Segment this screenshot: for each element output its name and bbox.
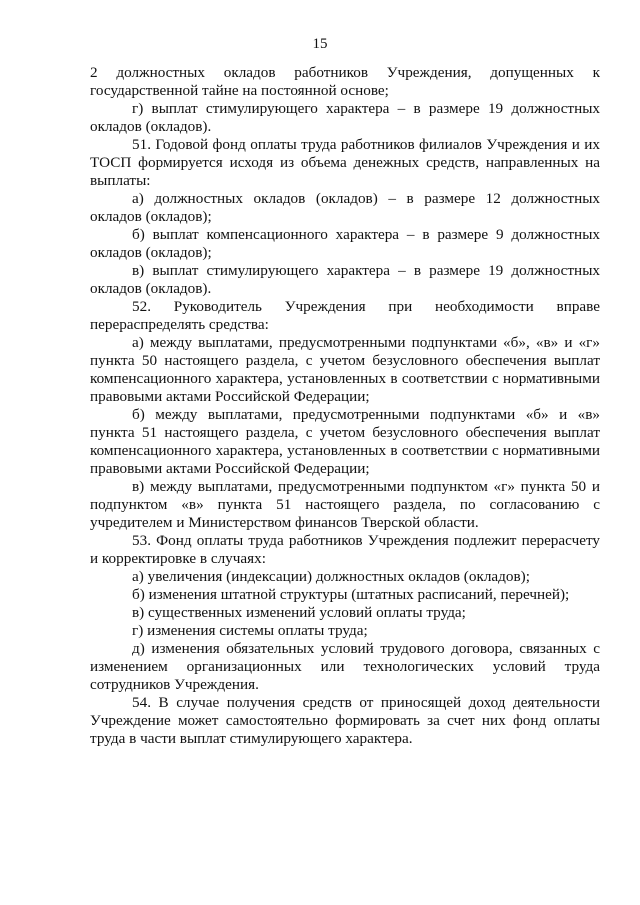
paragraph: б) между выплатами, предусмотренными подпунктами «б» и «в» пункта 51 настоящего раздела, с учетом безусловного обеспечения выплат компенсационного характера, установленных в соответствии с нормативными правовыми актами Российской Федерации; <box>90 406 600 477</box>
paragraph: г) выплат стимулирующего характера – в размере 19 должностных окладов (окладов). <box>90 100 600 135</box>
paragraph: а) между выплатами, предусмотренными подпунктами «б», «в» и «г» пункта 50 настоящего раздела, с учетом безусловного обеспечения выплат компенсационного характера, установленных в соответствии с нормативными правовыми актами Российской Федерации; <box>90 334 600 405</box>
paragraph: 53. Фонд оплаты труда работников Учреждения подлежит перерасчету и корректировке в случаях: <box>90 532 600 567</box>
paragraph: б) выплат компенсационного характера – в размере 9 должностных окладов (окладов); <box>90 226 600 261</box>
paragraph: в) между выплатами, предусмотренными подпунктом «г» пункта 50 и подпунктом «в» пункта 51 настоящего раздела, по согласованию с учредителем и Министерством финансов Тверской области. <box>90 478 600 531</box>
document-body <box>90 64 600 748</box>
paragraph: 52. Руководитель Учреждения при необходимости вправе перераспределять средства: <box>90 298 600 333</box>
paragraph: д) изменения обязательных условий трудового договора, связанных с изменением организационных или технологических условий труда сотрудников Учреждения. <box>90 640 600 693</box>
paragraph: а) должностных окладов (окладов) – в размере 12 должностных окладов (окладов); <box>90 190 600 225</box>
page-number: 15 <box>312 36 328 52</box>
paragraph: г) изменения системы оплаты труда; <box>132 622 368 639</box>
paragraph: в) выплат стимулирующего характера – в размере 19 должностных окладов (окладов). <box>90 262 600 297</box>
paragraph: 2 должностных окладов работников Учреждения, допущенных к государственной тайне на постоянной основе; <box>90 64 600 99</box>
paragraph: 51. Годовой фонд оплаты труда работников филиалов Учреждения и их ТОСП формируется исходя из объема денежных средств, направленных на выплаты: <box>90 136 600 189</box>
paragraph: в) существенных изменений условий оплаты труда; <box>132 604 466 621</box>
paragraph: а) увеличения (индексации) должностных окладов (окладов); <box>132 568 530 585</box>
paragraph: б) изменения штатной структуры (штатных расписаний, перечней); <box>132 586 570 603</box>
paragraph: 54. В случае получения средств от приносящей доход деятельности Учреждение может самостоятельно формировать за счет них фонд оплаты труда в части выплат стимулирующего характера. <box>90 694 600 747</box>
